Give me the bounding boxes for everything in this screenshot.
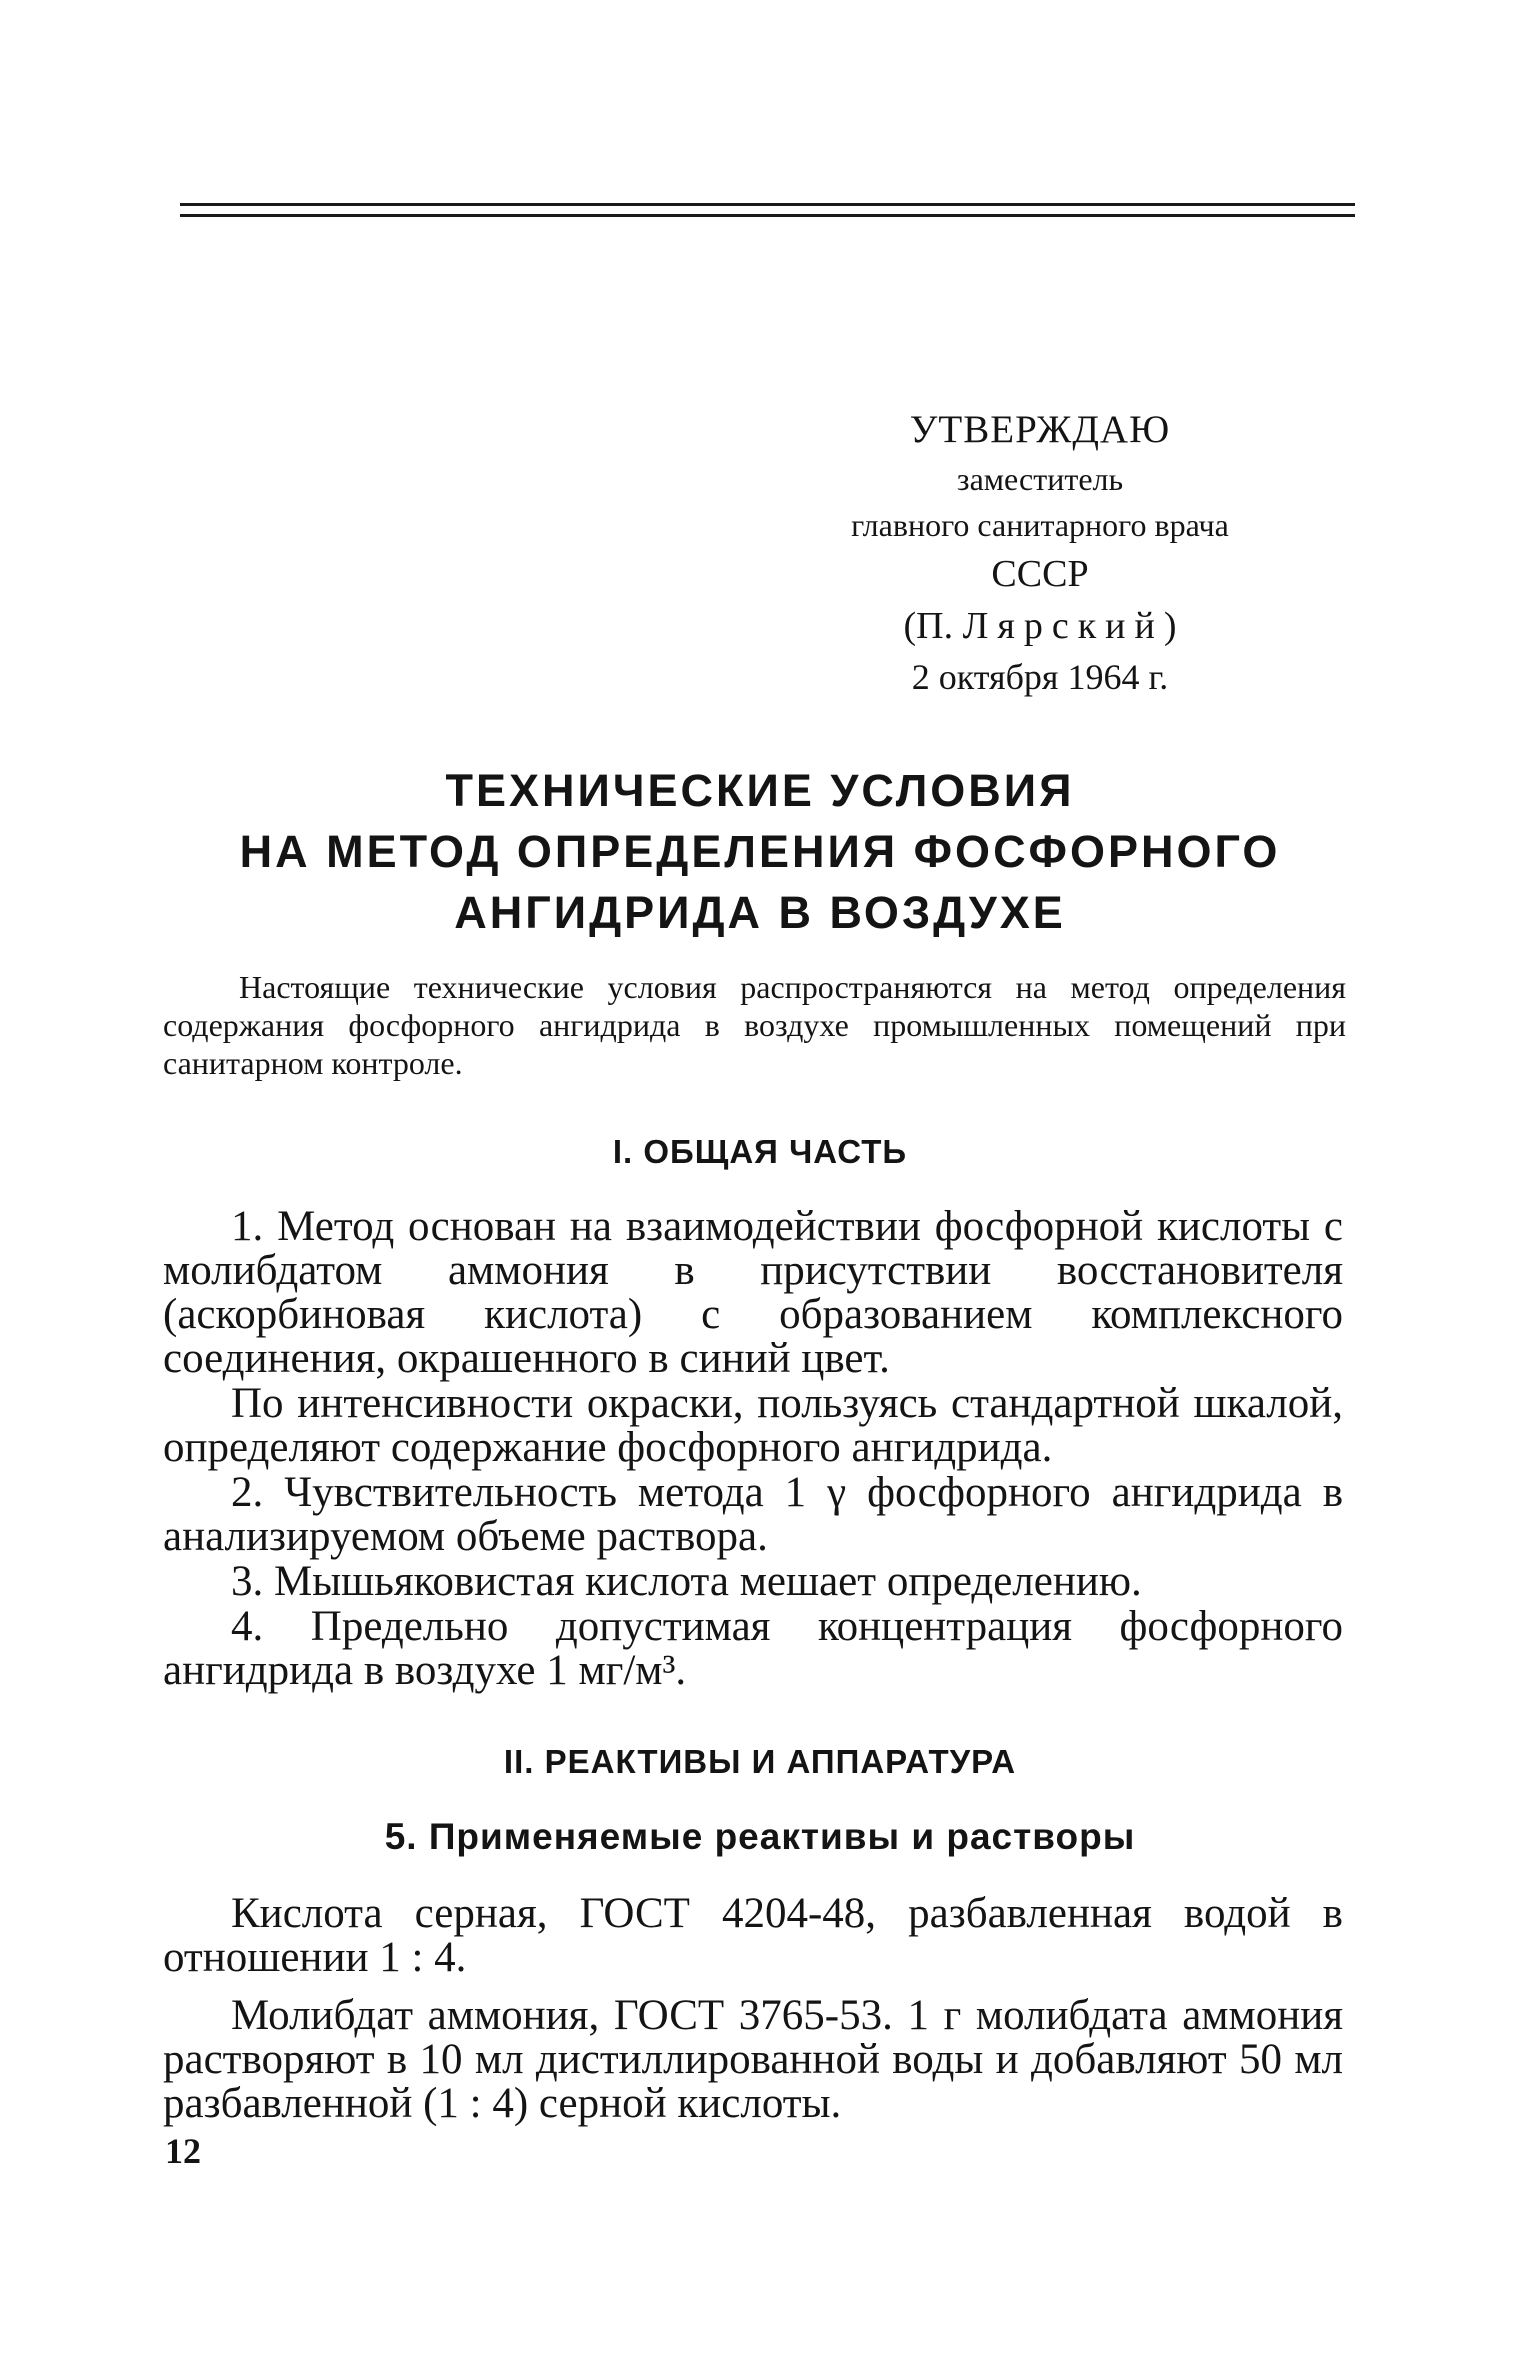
- top-rule-second: [180, 214, 1355, 217]
- section-1-body: [163, 1205, 1343, 1693]
- signatory-suffix: ): [1163, 605, 1177, 647]
- paragraph: 1. Метод основан на взаимодействии фосфорной кислоты с молибдатом аммония в присутствии восстановителя (аскорбиновая кислота) с образованием комплексного соединения, окрашенного в синий цвет.: [163, 1203, 1343, 1382]
- section-2-heading: II. РЕАКТИВЫ И АППАРАТУРА: [503, 1743, 1017, 1780]
- paragraph: 3. Мышьяковистая кислота мешает определению.: [231, 1558, 1142, 1605]
- signatory-prefix: (П.: [903, 605, 954, 647]
- approval-position-cont: главного санитарного врача: [851, 507, 1229, 543]
- top-rule: [180, 203, 1355, 206]
- section-1-heading: I. ОБЩАЯ ЧАСТЬ: [612, 1133, 908, 1170]
- title-line-3: АНГИДРИДА В ВОЗДУХЕ: [454, 887, 1066, 938]
- page-number: 12: [165, 2131, 201, 2171]
- title-line-2: НА МЕТОД ОПРЕДЕЛЕНИЯ ФОСФОРНОГО: [239, 826, 1281, 877]
- signatory-surname: Лярский: [962, 605, 1164, 647]
- paragraph: 4. Предельно допустимая концентрация фосфорного ангидрида в воздухе 1 мг/м³.: [163, 1603, 1343, 1694]
- approval-country: СССР: [991, 553, 1089, 595]
- intro-paragraph: [163, 968, 1346, 1082]
- approval-date: 2 октября 1964 г.: [911, 657, 1169, 697]
- paragraph: 2. Чувствительность метода 1 γ фосфорного ангидрида в анализируемом объеме раствора.: [163, 1469, 1343, 1560]
- paragraph: По интенсивности окраски, пользуясь стандартной шкалой, определяют содержание фосфорного ангидрида.: [163, 1380, 1343, 1471]
- approval-signatory: [735, 607, 1345, 645]
- section-2-body: [163, 1892, 1343, 2126]
- paragraph: Кислота серная, ГОСТ 4204-48, разбавленная водой в отношении 1 : 4.: [163, 1890, 1343, 1981]
- intro-text: Настоящие технические условия распространяются на метод определения содержания фосфорного ангидрида в воздухе промышленных помещений при санитарном контроле.: [163, 969, 1346, 1081]
- title-line-1: ТЕХНИЧЕСКИЕ УСЛОВИЯ: [445, 765, 1075, 816]
- approval-block: [735, 410, 1345, 695]
- approval-heading: УТВЕРЖДАЮ: [909, 408, 1171, 451]
- document-title: [160, 760, 1360, 943]
- paragraph: Молибдат аммония, ГОСТ 3765-53. 1 г молибдата аммония растворяют в 10 мл дистиллированной воды и добавляют 50 мл разбавленной (1 : 4) серной кислоты.: [163, 1992, 1343, 2127]
- approval-position: заместитель: [956, 461, 1124, 497]
- section-2-subheading: 5. Применяемые реактивы и растворы: [384, 1816, 1136, 1857]
